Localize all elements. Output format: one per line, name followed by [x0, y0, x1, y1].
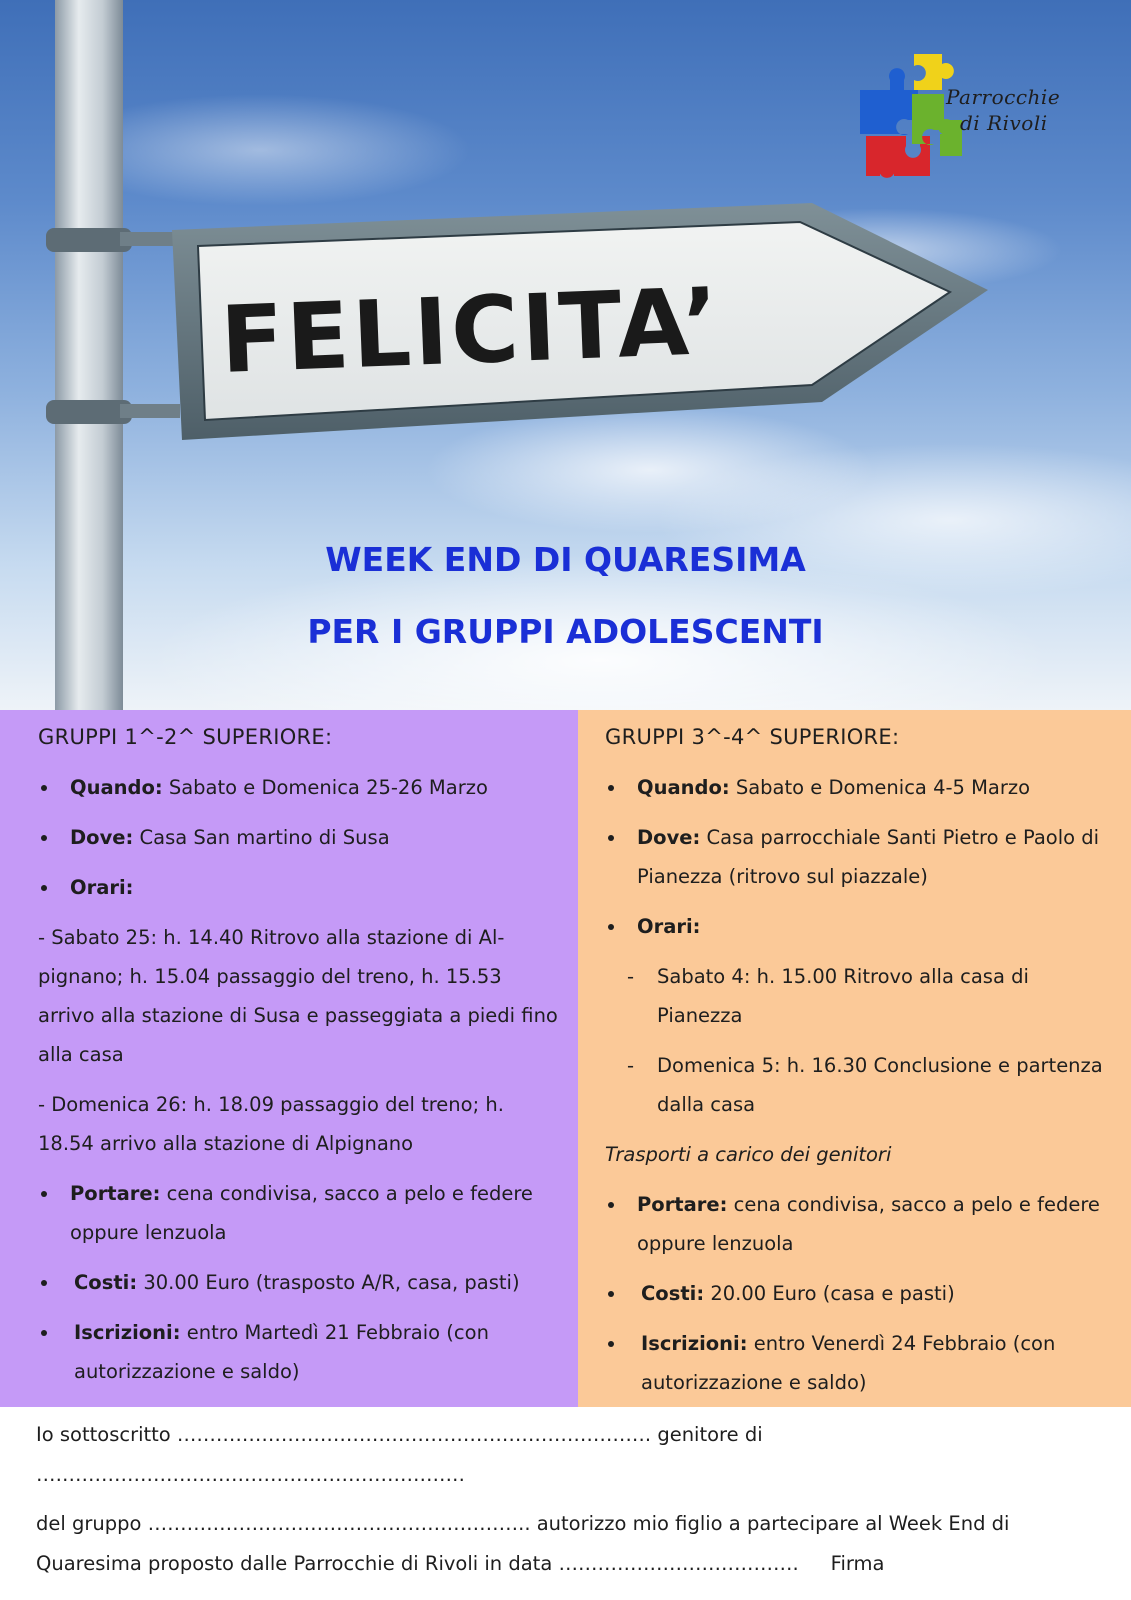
- right-portare-value: cena condivisa, sacco a pelo e federe oppure lenzuola: [637, 1193, 1100, 1255]
- right-sabato: - Sabato 4: h. 15.00 Ritrovo alla casa di Pianezza: [605, 957, 1113, 1035]
- form-line-3-text: Quaresima proposto dalle Parrocchie di Rivoli in data ……………………………….: [36, 1552, 799, 1575]
- right-trasporti: Trasporti a carico dei genitori: [605, 1143, 892, 1166]
- left-dove-value: Casa San martino di Susa: [133, 826, 390, 849]
- clamp-top: [46, 228, 132, 252]
- left-sabato: - Sabato 25: h. 14.40 Ritrovo alla stazione di Al-pignano; h. 15.04 passaggio del treno, h. 15.53 arrivo alla stazione di Susa e passeggiata a piedi fino alla casa: [38, 926, 558, 1066]
- left-iscrizioni-label: Iscrizioni:: [74, 1321, 181, 1344]
- left-iscrizioni-value: entro Martedì 21 Febbraio (con autorizzazione e saldo): [74, 1321, 489, 1383]
- pole: [55, 0, 123, 710]
- right-costi: [605, 1274, 1113, 1313]
- right-costi-label: Costi:: [641, 1282, 705, 1305]
- right-costi-value: 20.00 Euro (casa e pasti): [704, 1282, 955, 1305]
- left-portare: [38, 1174, 558, 1252]
- right-iscrizioni: [605, 1324, 1113, 1402]
- left-costi-label: Costi:: [74, 1271, 138, 1294]
- logo-line-2: di Rivoli: [960, 111, 1048, 135]
- left-portare-label: Portare:: [70, 1182, 161, 1205]
- left-orari-label: Orari:: [70, 876, 134, 899]
- left-costi-value: 30.00 Euro (trasposto A/R, casa, pasti): [137, 1271, 520, 1294]
- right-panel: [578, 710, 1131, 1407]
- right-iscrizioni-value: entro Venerdì 24 Febbraio (con autorizzazione e saldo): [641, 1332, 1056, 1394]
- sign-text: FELICITA’: [218, 267, 724, 394]
- authorization-form: [36, 1407, 1096, 1584]
- right-domenica: - Domenica 5: h. 16.30 Conclusione e partenza dalla casa: [605, 1046, 1113, 1124]
- left-quando-value: Sabato e Domenica 25-26 Marzo: [162, 776, 488, 799]
- left-title: GRUPPI 1^-2^ SUPERIORE:: [38, 725, 333, 749]
- logo-text: [946, 84, 1060, 136]
- left-costi: [38, 1263, 558, 1302]
- left-domenica: - Domenica 26: h. 18.09 passaggio del treno; h. 18.54 arrivo alla stazione di Alpignano: [38, 1093, 504, 1155]
- right-orari-label: Orari:: [637, 915, 701, 938]
- left-dove: [38, 818, 558, 857]
- right-dove-label: Dove:: [637, 826, 701, 849]
- left-dove-label: Dove:: [70, 826, 134, 849]
- left-quando-label: Quando:: [70, 776, 163, 799]
- right-dove-value: Casa parrocchiale Santi Pietro e Paolo di Pianezza (ritrovo sul piazzale): [637, 826, 1100, 888]
- right-portare-label: Portare:: [637, 1193, 728, 1216]
- right-quando-label: Quando:: [637, 776, 730, 799]
- form-line-2: del gruppo ………………………………………………….. autorizzo mio figlio a partecipare al Week End di: [36, 1512, 1010, 1535]
- left-iscrizioni: [38, 1313, 558, 1391]
- right-orari: [605, 907, 1113, 946]
- hero-image: [0, 0, 1131, 710]
- left-panel: [0, 710, 578, 1407]
- right-dove: [605, 818, 1113, 896]
- right-quando-value: Sabato e Domenica 4-5 Marzo: [729, 776, 1031, 799]
- clamp-bottom: [46, 400, 132, 424]
- form-firma: Firma: [830, 1552, 885, 1575]
- headline-line-1: WEEK END DI QUARESIMA: [325, 540, 806, 579]
- left-quando: [38, 768, 558, 807]
- right-quando: [605, 768, 1113, 807]
- right-title: GRUPPI 3^-4^ SUPERIORE:: [605, 725, 900, 749]
- right-portare: [605, 1185, 1113, 1263]
- form-line-3: [36, 1544, 1096, 1584]
- logo-line-1: Parrocchie: [946, 85, 1061, 109]
- form-line-1: Io sottoscritto ………………………………………………………………. genitore di …………………………………………………………: [36, 1423, 763, 1486]
- left-orari: [38, 868, 558, 907]
- left-portare-value: cena condivisa, sacco a pelo e federe oppure lenzuola: [70, 1182, 533, 1244]
- right-iscrizioni-label: Iscrizioni:: [641, 1332, 748, 1355]
- headline-line-2: PER I GRUPPI ADOLESCENTI: [307, 612, 824, 651]
